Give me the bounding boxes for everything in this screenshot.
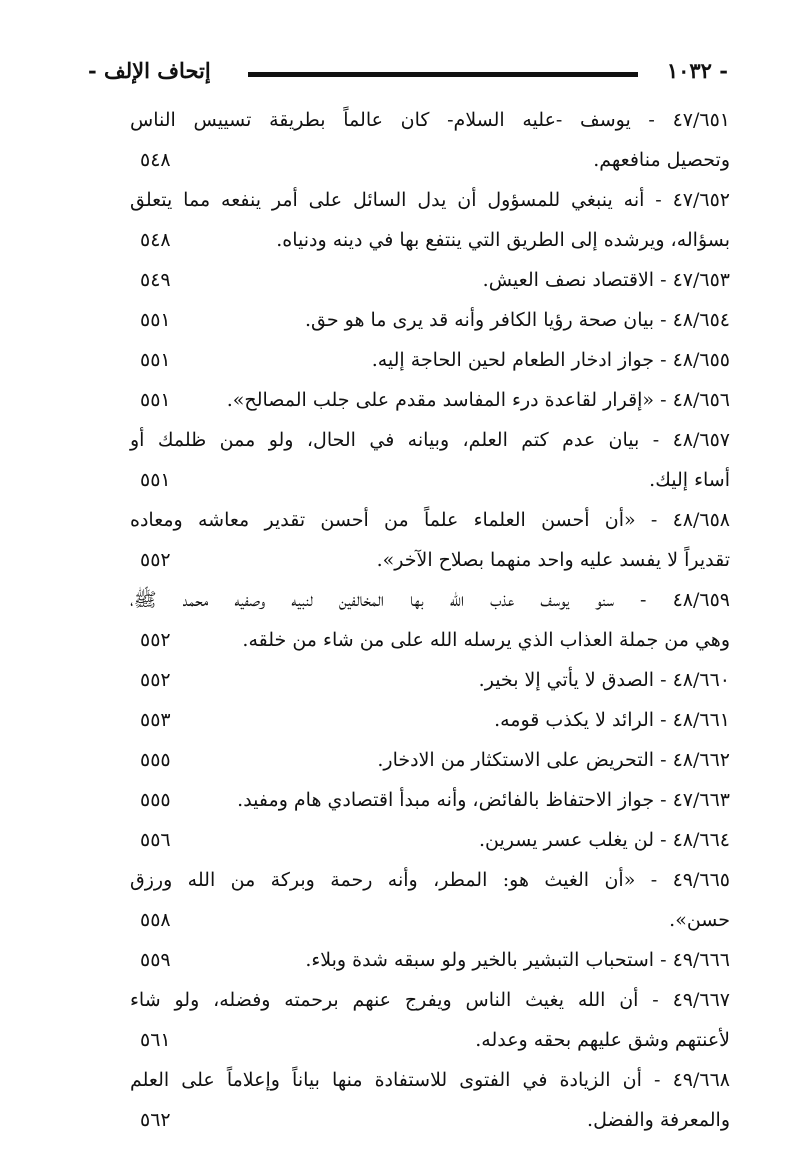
entry-text-line: ٤٨/٦٥٧ - بيان عدم كتم العلم، وبيانه في الحال، ولو ممن ظلمك أو (130, 429, 730, 451)
index-entry (130, 700, 730, 740)
entry-page-number: ٥٥٢ (140, 669, 171, 691)
index-entry (130, 260, 730, 300)
entry-page-number: ٥٥١ (140, 389, 171, 411)
entry-page-number: ٥٥٨ (140, 909, 171, 931)
index-entry (130, 820, 730, 860)
entry-text-line: وتحصيل منافعهم. (593, 149, 730, 171)
entry-page-number: ٥٥٢ (140, 629, 171, 651)
entry-text-line: بسؤاله، ويرشده إلى الطريق التي ينتفع بها في دينه ودنياه. (276, 229, 730, 251)
index-entry (130, 940, 730, 980)
entry-text-line: ٤٨/٦٥٨ - «أن أحسن العلماء علماً من أحسن تقدير معاشه ومعاده (130, 509, 730, 531)
entry-text-line: والمعرفة والفضل. (587, 1109, 730, 1131)
index-entry (130, 180, 730, 260)
entry-text-line: ٤٨/٦٥٥ - جواز ادخار الطعام لحين الحاجة إليه. (371, 349, 730, 371)
entry-page-number: ٥٥٢ (140, 549, 171, 571)
index-entry (130, 980, 730, 1060)
index-entry (130, 580, 730, 660)
index-entry (130, 380, 730, 420)
entry-text-line: حسن». (669, 909, 730, 931)
entry-page-number: ٥٥١ (140, 349, 171, 371)
entry-text-line: ٤٧/٦٥٣ - الاقتصاد نصف العيش. (482, 269, 730, 291)
entry-text-line: ٤٩/٦٦٧ - أن الله يغيث الناس ويفرج عنهم برحمته وفضله، ولو شاء (130, 989, 730, 1011)
entry-text-line: ٤٨/٦٥٤ - بيان صحة رؤيا الكافر وأنه قد يرى ما هو حق. (304, 309, 730, 331)
entry-page-number: ٥٦٢ (140, 1109, 171, 1131)
index-entry (130, 100, 730, 180)
entry-text-line: ٤٩/٦٦٨ - أن الزيادة في الفتوى للاستفادة منها بياناً وإعلاماً على العلم (130, 1069, 730, 1091)
entry-page-number: ٥٥١ (140, 469, 171, 491)
entry-text-line: لأعنتهم وشق عليهم بحقه وعدله. (475, 1029, 730, 1051)
entry-page-number: ٥٥١ (140, 309, 171, 331)
entry-text-line: ٤٧/٦٥٢ - أنه ينبغي للمسؤول أن يدل السائل على أمر ينفعه مما يتعلق (130, 189, 730, 211)
entry-text-line: ٤٩/٦٦٥ - «أن الغيث هو: المطر، وأنه رحمة وبركة من الله ورزق (130, 869, 730, 891)
index-entry (130, 660, 730, 700)
entry-text-line: ٤٨/٦٦٠ - الصدق لا يأتي إلا بخير. (478, 669, 730, 691)
header-rule (248, 72, 638, 77)
entry-text-line: ٤٨/٦٦١ - الرائد لا يكذب قومه. (494, 709, 730, 731)
index-entry (130, 420, 730, 500)
entry-page-number: ٥٥٩ (140, 949, 171, 971)
entry-text-line: أساء إليك. (649, 469, 730, 491)
page-header (88, 58, 728, 94)
index-entry (130, 340, 730, 380)
index-entry (130, 300, 730, 340)
entry-text-line: ٤٧/٦٦٣ - جواز الاحتفاظ بالفائض، وأنه مبدأ اقتصادي هام ومفيد. (237, 789, 730, 811)
entry-page-number: ٥٦١ (140, 1029, 171, 1051)
entry-text-line: ٤٩/٦٦٦ - استحباب التبشير بالخير ولو سبقه شدة وبلاء. (305, 949, 730, 971)
index-entry (130, 1060, 730, 1140)
entry-page-number: ٥٤٨ (140, 229, 171, 251)
index-entry (130, 740, 730, 780)
entry-text-line: ٤٨/٦٥٦ - «إقرار لقاعدة درء المفاسد مقدم على جلب المصالح». (226, 389, 730, 411)
entry-page-number: ٥٤٨ (140, 149, 171, 171)
entry-text-line: وهي من جملة العذاب الذي يرسله الله على من شاء من خلقه. (242, 629, 730, 651)
entry-page-number: ٥٤٩ (140, 269, 171, 291)
entry-text-line: ٤٨/٦٥٩ - سنو يوسف عذب الله بها المخالفين لنبيه وصفيه محمد ﷺ، (130, 589, 730, 611)
entry-text-line: ٤٨/٦٦٤ - لن يغلب عسر يسرين. (479, 829, 730, 851)
entry-page-number: ٥٥٦ (140, 829, 171, 851)
book-title: إتحاف الإلف - (88, 58, 211, 83)
entry-page-number: ٥٥٥ (140, 749, 171, 771)
index-entries (130, 100, 730, 1140)
index-entry (130, 500, 730, 580)
index-entry (130, 860, 730, 940)
entry-text-line: ٤٧/٦٥١ - يوسف -عليه السلام- كان عالماً بطريقة تسييس الناس (130, 109, 730, 131)
entry-page-number: ٥٥٥ (140, 789, 171, 811)
page-number: - ١٠٣٢ (666, 58, 728, 83)
entry-page-number: ٥٥٣ (140, 709, 171, 731)
index-entry (130, 780, 730, 820)
entry-text-line: تقديراً لا يفسد عليه واحد منهما بصلاح الآخر». (376, 549, 730, 571)
entry-text-line: ٤٨/٦٦٢ - التحريض على الاستكثار من الادخار. (377, 749, 730, 771)
